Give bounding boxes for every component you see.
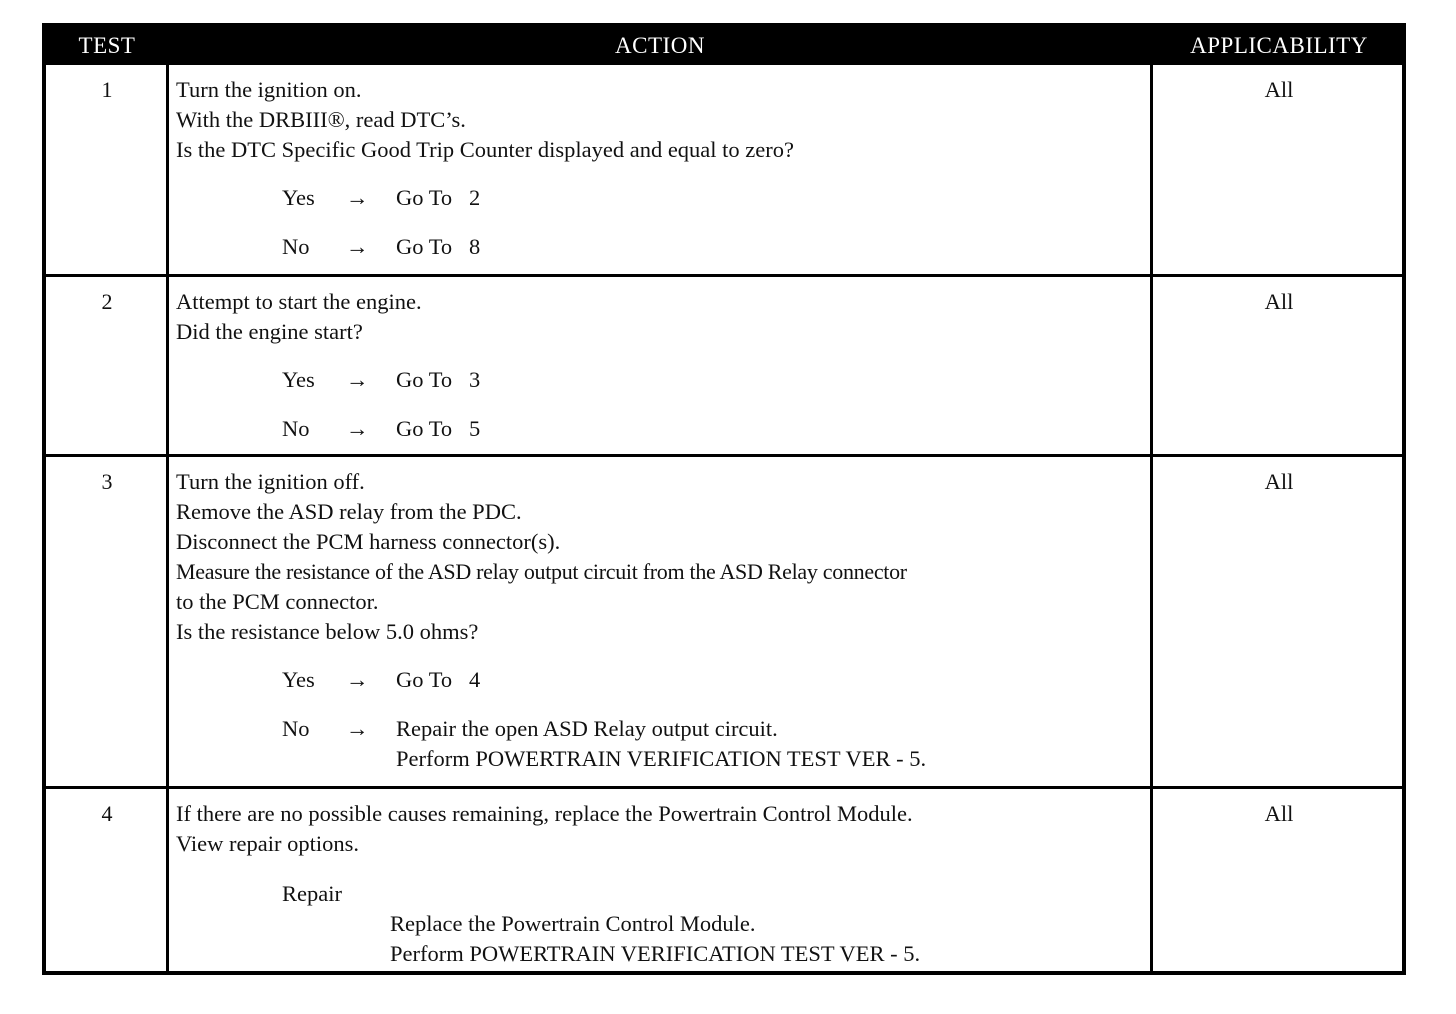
action-line: View repair options.	[176, 831, 359, 856]
no-label: No	[282, 234, 310, 259]
repair-line: Perform POWERTRAIN VERIFICATION TEST VER - 5.	[390, 941, 921, 966]
no-label: No	[282, 416, 310, 441]
applicability-cell: All	[1264, 801, 1294, 826]
applicability-cell: All	[1264, 77, 1294, 102]
answer-options	[176, 365, 1148, 463]
table-header	[46, 27, 1402, 65]
arrow-icon: →	[346, 185, 369, 210]
header-action: ACTION	[615, 33, 705, 58]
no-result: Repair the open ASD Relay output circuit.	[396, 716, 778, 741]
no-result: Go To 5	[396, 416, 481, 441]
action-line: Turn the ignition on.	[176, 77, 362, 102]
action-line: Is the resistance below 5.0 ohms?	[176, 619, 479, 644]
test-number: 2	[101, 289, 113, 314]
applicability-cell: All	[1264, 469, 1294, 494]
table-row	[46, 457, 1402, 789]
test-number: 1	[101, 77, 113, 102]
answer-no	[176, 714, 1148, 774]
yes-result: Go To 3	[396, 367, 481, 392]
action-line: Turn the ignition off.	[176, 469, 365, 494]
action-line: Measure the resistance of the ASD relay output circuit from the ASD Relay connector	[176, 559, 907, 584]
test-number: 4	[101, 801, 113, 826]
diagnostic-table	[42, 23, 1406, 975]
yes-result: Go To 2	[396, 185, 481, 210]
yes-label: Yes	[282, 185, 315, 210]
action-line: Remove the ASD relay from the PDC.	[176, 499, 522, 524]
no-result-verification: Perform POWERTRAIN VERIFICATION TEST VER - 5.	[396, 746, 927, 771]
action-cell	[176, 799, 1148, 969]
arrow-icon: →	[346, 234, 369, 259]
header-test: TEST	[78, 33, 136, 58]
answer-yes	[176, 183, 1148, 232]
action-line: If there are no possible causes remaining, replace the Powertrain Control Module.	[176, 801, 913, 826]
answer-no	[176, 232, 1148, 281]
action-line: Attempt to start the engine.	[176, 289, 422, 314]
applicability-cell: All	[1264, 289, 1294, 314]
table-row	[46, 789, 1402, 971]
action-cell	[176, 75, 1148, 281]
arrow-icon: →	[346, 416, 369, 441]
action-line: With the DRBIII®, read DTC’s.	[176, 107, 466, 132]
yes-result: Go To 4	[396, 667, 481, 692]
action-cell	[176, 467, 1148, 774]
answer-yes	[176, 365, 1148, 414]
no-label: No	[282, 716, 310, 741]
table-row	[46, 277, 1402, 457]
table-row	[46, 65, 1402, 277]
yes-label: Yes	[282, 367, 315, 392]
action-line: Disconnect the PCM harness connector(s).	[176, 529, 561, 554]
arrow-icon: →	[346, 667, 369, 692]
action-line: to the PCM connector.	[176, 589, 379, 614]
action-line: Did the engine start?	[176, 319, 363, 344]
action-line: Is the DTC Specific Good Trip Counter displayed and equal to zero?	[176, 137, 795, 162]
answer-yes	[176, 665, 1148, 714]
answer-no	[176, 414, 1148, 463]
test-number: 3	[101, 469, 113, 494]
header-applicability: APPLICABILITY	[1190, 33, 1368, 58]
answer-options	[176, 665, 1148, 774]
yes-label: Yes	[282, 667, 315, 692]
answer-options	[176, 183, 1148, 281]
no-result: Go To 8	[396, 234, 481, 259]
repair-label: Repair	[282, 881, 342, 906]
arrow-icon: →	[346, 716, 369, 741]
repair-line: Replace the Powertrain Control Module.	[390, 911, 756, 936]
arrow-icon: →	[346, 367, 369, 392]
action-cell	[176, 287, 1148, 463]
